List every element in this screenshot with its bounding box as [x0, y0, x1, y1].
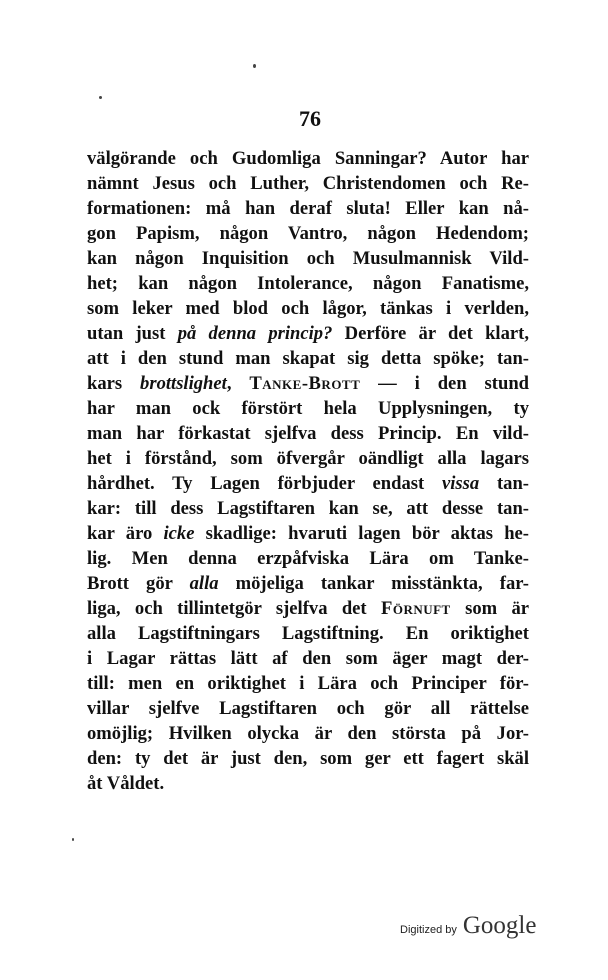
text-line — [87, 421, 529, 446]
text-line — [87, 271, 529, 296]
text-segment: tan- — [479, 473, 530, 494]
text-segment: har man ock förstört hela Upplysningen, ty — [87, 398, 529, 419]
text-line — [87, 371, 529, 396]
scan-speck — [99, 96, 102, 99]
text-segment: liga, och tillintetgör sjelfva det — [87, 598, 381, 619]
text-segment: kan någon Inquisition och Musulmannisk Vild- — [87, 248, 529, 269]
text-segment: skadlige: hvaruti lagen bör aktas he- — [194, 523, 529, 544]
body-text — [87, 146, 529, 796]
text-line — [87, 646, 529, 671]
italic-text: vissa — [442, 473, 480, 494]
text-line — [87, 146, 529, 171]
text-line — [87, 171, 529, 196]
page-number: 76 — [299, 106, 321, 131]
text-segment: nämnt Jesus och Luther, Christendomen och Re- — [87, 173, 529, 194]
text-line — [87, 771, 529, 796]
text-segment: som är — [450, 598, 530, 619]
text-line — [87, 246, 529, 271]
text-line — [87, 396, 529, 421]
text-segment: omöjlig; Hvilken olycka är den största på Jor- — [87, 723, 529, 744]
text-segment: Brott gör — [87, 573, 190, 594]
text-segment: man har förkastat sjelfva dess Princip. En vild- — [87, 423, 529, 444]
text-segment: het i förstånd, som öfvergår oändligt alla lagars — [87, 448, 529, 469]
text-segment: lig. Men denna erzpåfviska Lära om Tanke- — [87, 548, 529, 569]
text-segment: i Lagar rättas lätt af den som äger magt der- — [87, 648, 529, 669]
text-segment: åt Våldet. — [87, 773, 165, 794]
scan-speck — [72, 838, 74, 841]
text-line — [87, 346, 529, 371]
text-line — [87, 321, 529, 346]
text-line — [87, 746, 529, 771]
text-line — [87, 196, 529, 221]
italic-text: brottslighet — [140, 373, 227, 394]
scan-speck — [253, 64, 256, 68]
text-segment: som leker med blod och lågor, tänkas i verlden, — [87, 298, 529, 319]
text-line — [87, 621, 529, 646]
text-segment: att i den stund man skapat sig detta spöke; tan- — [87, 348, 529, 369]
text-segment: den: ty det är just den, som ger ett fagert skäl — [87, 748, 529, 769]
text-line — [87, 721, 529, 746]
text-line — [87, 296, 529, 321]
text-line — [87, 221, 529, 246]
text-segment: hårdhet. Ty Lagen förbjuder endast — [87, 473, 442, 494]
italic-text: icke — [163, 523, 195, 544]
text-segment: kars — [87, 373, 141, 394]
text-segment: Derföre är det klart, — [332, 323, 529, 344]
text-segment: möjeliga tankar misstänkta, far- — [218, 573, 529, 594]
text-segment: utan just — [87, 323, 178, 344]
digitized-by-label: Digitized by — [400, 924, 457, 936]
text-line — [87, 496, 529, 521]
text-segment: kar: till dess Lagstiftaren kan se, att desse tan- — [87, 498, 529, 519]
google-logo: Google — [462, 912, 537, 939]
text-line — [87, 446, 529, 471]
text-line — [87, 521, 529, 546]
small-caps-text: Förnuft — [380, 598, 451, 619]
text-line — [87, 471, 529, 496]
text-segment: — i den stund — [360, 373, 529, 394]
text-line — [87, 671, 529, 696]
text-line — [87, 571, 529, 596]
text-line — [87, 546, 529, 571]
text-segment: villar sjelfve Lagstiftaren och gör all rättelse — [87, 698, 529, 719]
text-segment: formationen: må han deraf sluta! Eller kan nå- — [87, 198, 529, 219]
text-line — [87, 696, 529, 721]
small-caps-text: Tanke-Brott — [249, 373, 361, 394]
text-segment: välgörande och Gudomliga Sanningar? Autor har — [87, 148, 529, 169]
text-line — [87, 596, 529, 621]
text-segment: till: men en oriktighet i Lära och Principer för- — [87, 673, 529, 694]
text-segment: , — [226, 373, 250, 394]
text-segment: kar äro — [87, 523, 164, 544]
text-segment: alla Lagstiftningars Lagstiftning. En oriktighet — [87, 623, 529, 644]
text-segment: gon Papism, någon Vantro, någon Hedendom; — [87, 223, 529, 244]
italic-text: alla — [189, 573, 219, 594]
digitized-by-google-watermark — [400, 912, 536, 940]
text-segment: het; kan någon Intolerance, någon Fanatisme, — [87, 273, 529, 294]
italic-text: på denna princip? — [177, 323, 333, 344]
